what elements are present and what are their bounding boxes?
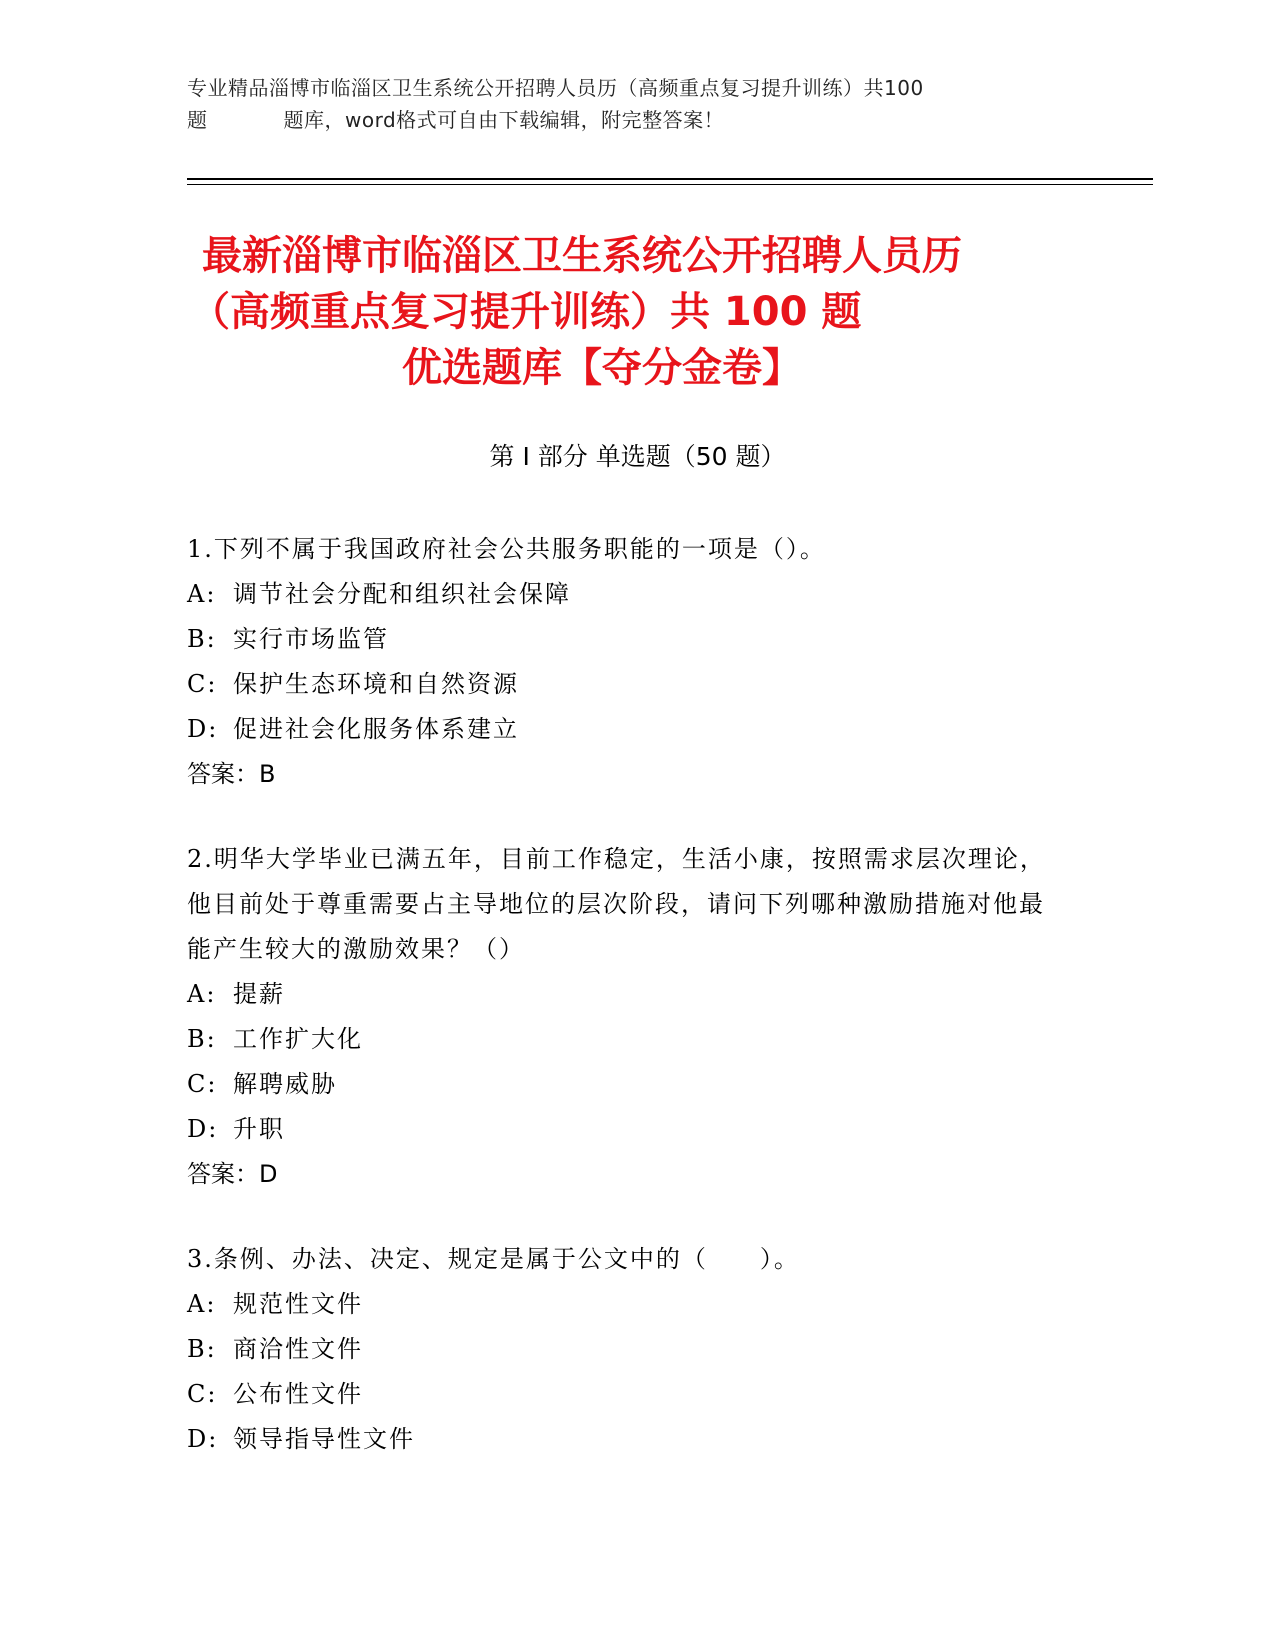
document-title-line2: （高频重点复习提升训练）共 100 题 [190,289,862,335]
document-title-line1: 最新淄博市临淄区卫生系统公开招聘人员历 [202,233,962,279]
option-text: 保护生态环境和自然资源 [233,670,519,698]
option-text: 工作扩大化 [233,1025,363,1053]
option-a [187,972,1057,1017]
option-letter: A: [187,580,217,608]
option-c [187,1372,1057,1417]
option-c [187,662,1057,707]
option-letter: A: [187,980,217,1008]
option-a [187,572,1057,617]
option-letter: D: [187,1115,219,1143]
header-note-line1: 专业精品淄博市临淄区卫生系统公开招聘人员历（高频重点复习提升训练）共100 [187,76,924,100]
option-text: 公布性文件 [233,1380,363,1408]
option-d [187,707,1057,752]
option-b [187,1017,1057,1062]
option-text: 实行市场监管 [233,625,389,653]
answer-text: 答案：D [187,1160,278,1188]
header-note-line2-b: 题库，word格式可自由下载编辑，附完整答案！ [283,108,725,132]
question-1 [187,527,1057,797]
option-letter: C: [187,1070,218,1098]
option-letter: B: [187,1335,217,1363]
header-divider-thick [187,178,1153,180]
option-letter: A: [187,1290,217,1318]
question-stem: 2.明华大学毕业已满五年，目前工作稳定，生活小康，按照需求层次理论，他目前处于尊重需要占主导地位的层次阶段，请问下列哪种激励措施对他最能产生较大的激励效果？（） [187,845,1046,963]
option-text: 规范性文件 [233,1290,363,1318]
document-title-line3: 优选题库【夺分金卷】 [402,345,802,391]
option-text: 商洽性文件 [233,1335,363,1363]
option-letter: C: [187,1380,218,1408]
option-letter: B: [187,1025,217,1053]
header-note-line2-a: 题 [187,108,208,132]
header-note [187,72,1087,136]
option-a [187,1282,1057,1327]
option-c [187,1062,1057,1107]
question-2 [187,837,1057,1197]
option-text: 提薪 [233,980,285,1008]
option-letter: B: [187,625,217,653]
document-title [190,228,1110,396]
option-text: 促进社会化服务体系建立 [233,715,519,743]
option-letter: D: [187,1425,219,1453]
header-note-line2 [187,104,1087,136]
option-text: 领导指导性文件 [233,1425,415,1453]
option-text: 升职 [233,1115,285,1143]
section-title: 第 I 部分 单选题（50 题） [489,442,786,471]
question-stem: 3.条例、办法、决定、规定是属于公文中的（ ）。 [187,1245,800,1273]
option-d [187,1417,1057,1462]
option-text: 解聘威胁 [233,1070,337,1098]
answer-text: 答案：B [187,760,276,788]
question-list [187,527,1057,1502]
question-stem: 1.下列不属于我国政府社会公共服务职能的一项是（）。 [187,535,826,563]
option-d [187,1107,1057,1152]
option-b [187,1327,1057,1372]
option-text: 调节社会分配和组织社会保障 [233,580,571,608]
option-b [187,617,1057,662]
option-letter: D: [187,715,219,743]
header-divider-thin [187,184,1153,185]
option-letter: C: [187,670,218,698]
question-3 [187,1237,1057,1462]
